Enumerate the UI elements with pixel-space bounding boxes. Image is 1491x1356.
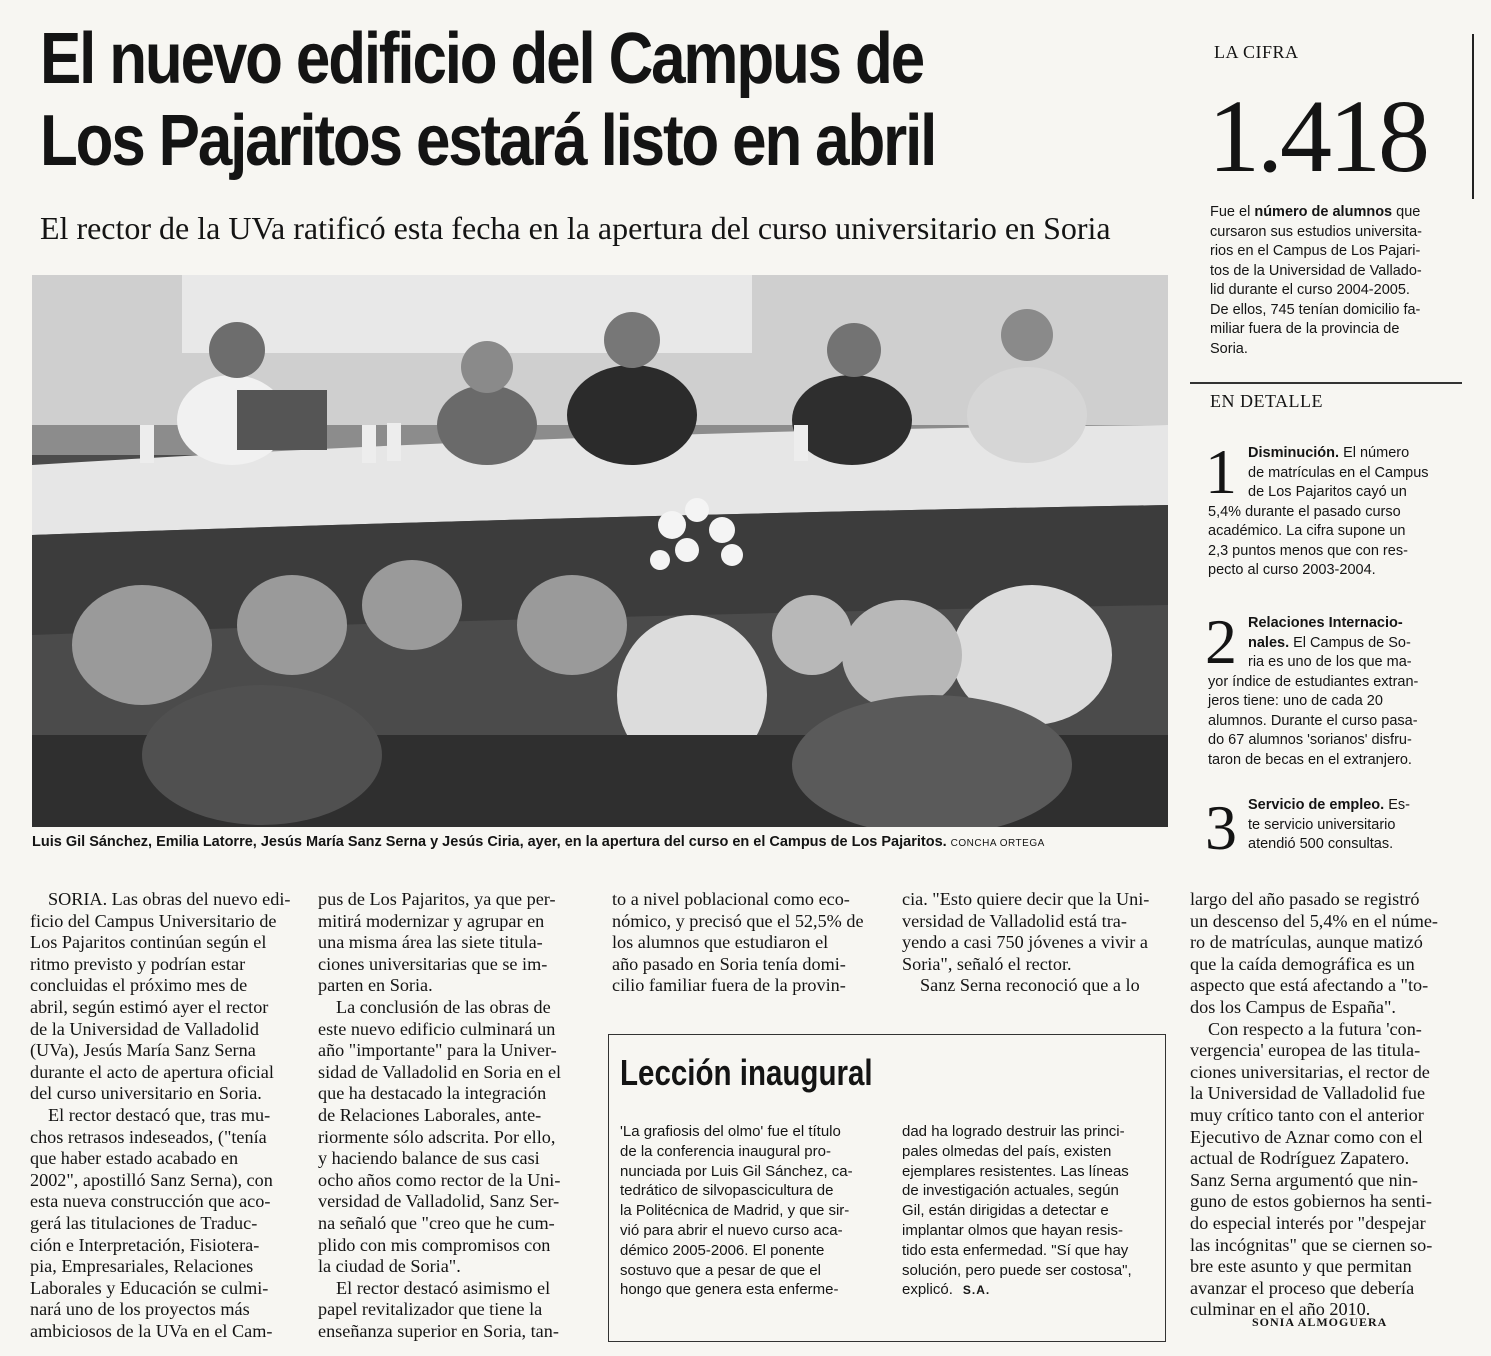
col2-line: na señaló que "creo que he cum- [318, 1212, 555, 1233]
col5-line: culminar en el año 2010. [1190, 1299, 1371, 1320]
box-left-line: 'La grafiosis del olmo' fue el título [620, 1123, 841, 1140]
box-right-line: implantar olmos que hayan resis- [902, 1221, 1123, 1239]
box-title: Lección inaugural [620, 1052, 873, 1093]
col2-line: pus de Los Pajaritos, ya que per- [318, 889, 556, 909]
col2-line: papel revitalizador que tiene la [318, 1299, 543, 1320]
col5-line: ciones universitarias, el rector de [1190, 1061, 1430, 1082]
col2-line: y haciendo balance de sus casi [318, 1148, 540, 1169]
cifra-line: tos de la Universidad de Vallado- [1210, 262, 1422, 279]
detail-line: ria es uno de los que ma- [1248, 654, 1412, 670]
col3-line: cilio familiar fuera de la provin- [612, 975, 846, 996]
box-right-line: de investigación actuales, según [902, 1182, 1119, 1200]
col2-line: versidad de Valladolid, Sanz Ser- [318, 1191, 560, 1212]
col2-line: ciones universitarias que se im- [318, 953, 548, 974]
col1-line: pia, Empresariales, Relaciones [30, 1256, 254, 1277]
headline [40, 18, 1029, 182]
col1-line: esta nueva construcción que aco- [30, 1191, 271, 1212]
article-column-2 [318, 889, 588, 1342]
box-right-line: Gil, están dirigidas a detectar e [902, 1202, 1109, 1220]
col5-line: Con respecto a la futura 'con- [1208, 1018, 1422, 1039]
col5-line: ro de matrículas, aunque matizó [1190, 932, 1423, 953]
col1-line: que haber estado acabado en [30, 1148, 239, 1169]
col2-line: ocho años como rector de la Uni- [318, 1169, 561, 1190]
event-photo-scene [32, 275, 1168, 827]
box-right-line: pales olmedas del país, existen [902, 1142, 1112, 1160]
col5-line: un descenso del 5,4% en el núme- [1190, 910, 1438, 931]
col3-line: nómico, y precisó que el 52,5% de [612, 910, 864, 931]
col5-line: vergencia' europea de las titula- [1190, 1040, 1421, 1061]
article-column-3 [612, 889, 880, 997]
col5-line: Ejecutivo de Aznar como con el [1190, 1126, 1423, 1147]
detail-line: de Los Pajaritos cayó un [1248, 484, 1407, 500]
col2-line: plido con mis compromisos con [318, 1234, 551, 1255]
box-left-line: hongo que genera esta enferme- [620, 1281, 839, 1299]
detail-line: atendió 500 consultas. [1248, 836, 1394, 852]
article-column-4 [902, 889, 1170, 997]
detail-line: académico. La cifra supone un [1208, 523, 1406, 539]
headline-line-1: El nuevo edificio del Campus de [40, 19, 923, 99]
col5-line: guno de estos gobiernos ha senti- [1190, 1191, 1432, 1212]
cifra-line: miliar fuera de la provincia de [1210, 321, 1400, 337]
col2-line: la ciudad de Soria". [318, 1256, 461, 1277]
col5-line: Sanz Serna argumentó que nin- [1190, 1169, 1418, 1190]
box-left-line: nunciada por Luis Gil Sánchez, ca- [620, 1162, 853, 1180]
col5-line: avanzar el proceso que debería [1190, 1277, 1415, 1298]
col5-line: actual de Rodríguez Zapatero. [1190, 1148, 1410, 1169]
box-left-line: la Politécnica de Madrid, y que sir- [620, 1202, 850, 1220]
en-detalle-label: EN DETALLE [1210, 391, 1324, 411]
detail-line: taron de becas en el extranjero. [1208, 751, 1412, 768]
detail-number-3: 3 [1205, 792, 1237, 863]
col1-line: abril, según estimó ayer el rector [30, 996, 269, 1017]
box-right-line: dad ha logrado destruir las princi- [902, 1123, 1125, 1140]
box-right-line: explicó. S.A. [902, 1281, 991, 1299]
col5-line: largo del año pasado se registró [1190, 889, 1420, 909]
box-left-line: démico 2005-2006. El ponente [620, 1241, 825, 1259]
box-signature: S.A. [962, 1283, 991, 1298]
col2-line: La conclusión de las obras de [336, 996, 551, 1017]
cifra-line: De ellos, 745 tenían domicilio fa- [1210, 301, 1421, 318]
box-left-line: vió para abrir el nuevo curso aca- [620, 1221, 843, 1239]
col2-line: de Relaciones Laborales, ante- [318, 1104, 542, 1125]
detail-line: Disminución. El número [1248, 445, 1410, 461]
photo-credit: CONCHA ORTEGA [950, 838, 1045, 849]
col1-line: ficio del Campus Universitario de [30, 910, 277, 931]
detail-line: alumnos. Durante el curso pasa- [1208, 712, 1418, 729]
col2-line: parten en Soria. [318, 975, 433, 996]
headline-line-2: Los Pajaritos estará listo en abril [40, 101, 936, 181]
col1-line: de la Universidad de Valladolid [30, 1018, 259, 1039]
col1-line: El rector destacó que, tras mu- [48, 1104, 271, 1125]
col5-line: do especial interés por "despejar [1190, 1212, 1426, 1233]
detail-line: yor índice de estudiantes extran- [1208, 673, 1419, 690]
col4-line: Soria", señaló el rector. [902, 953, 1072, 974]
col1-line: (UVa), Jesús María Sanz Serna [30, 1040, 256, 1061]
col1-line: Laborales y Educación se culmi- [30, 1277, 269, 1298]
col1-line: SORIA. Las obras del nuevo edi- [48, 889, 291, 909]
subtitle: El rector de la UVa ratificó esta fecha en la apertura del curso universitario en Soria [40, 210, 1111, 246]
article-column-1 [30, 889, 292, 1342]
detail-line: do 67 alumnos 'sorianos' disfru- [1208, 732, 1412, 748]
author-signature: SONIA ALMOGUERA [1252, 1315, 1388, 1329]
col5-line: la Universidad de Valladolid fue [1190, 1083, 1426, 1104]
photo-caption [32, 834, 1172, 850]
box-left-line: de la conferencia inaugural pro- [620, 1142, 831, 1160]
box-left-line: tedrático de silvopascicultura de [620, 1182, 834, 1200]
col2-line: este nuevo edificio culminará un [318, 1018, 556, 1039]
col3-line: año pasado en Soria tenía domi- [612, 953, 846, 974]
caption-text: Luis Gil Sánchez, Emilia Latorre, Jesús María Sanz Serna y Jesús Ciria, ayer, en la apertura del curso en el Campus de Los Pajaritos. [32, 834, 947, 850]
col1-line: chos retrasos indeseados, ("tenía [30, 1126, 267, 1147]
col5-line: que la caída demográfica es un [1190, 953, 1415, 974]
col2-line: año "importante" para la Univer- [318, 1040, 557, 1061]
col5-line: aspecto que está afectando a "to- [1190, 975, 1429, 996]
detail-line: pecto al curso 2003-2004. [1208, 562, 1376, 578]
col4-line: versidad de Valladolid está tra- [902, 910, 1127, 931]
sidebar-border [1472, 34, 1474, 199]
detail-item-3 [1208, 796, 1470, 855]
detail-line: Servicio de empleo. Es- [1248, 797, 1410, 813]
col4-line: Sanz Serna reconoció que a lo [920, 975, 1140, 996]
col1-line: 2002", apostilló Sanz Serna), con [30, 1169, 273, 1190]
detail-line: de matrículas en el Campus [1248, 464, 1429, 481]
col3-line: to a nivel poblacional como eco- [612, 889, 850, 909]
col5-line: bre este asunto y que permitan [1190, 1256, 1412, 1277]
big-number: 1.418 [1208, 79, 1427, 194]
col1-line: nará uno de los proyectos más [30, 1299, 250, 1320]
cifra-line: cursaron sus estudios universita- [1210, 223, 1422, 240]
col1-line: del curso universitario en Soria. [30, 1083, 262, 1104]
cifra-description [1210, 203, 1472, 359]
col1-line: gerá las titulaciones de Traduc- [30, 1212, 258, 1233]
detail-item-1 [1208, 444, 1470, 581]
col1-line: Los Pajaritos continúan según el [30, 932, 267, 953]
detail-line: te servicio universitario [1248, 816, 1396, 833]
box-right-line: tido esta enfermedad. "Sí que hay [902, 1241, 1129, 1259]
col1-line: ambiciosos de la UVa en el Cam- [30, 1320, 273, 1341]
detail-number-1: 1 [1205, 436, 1237, 507]
box-right-line: solución, pero puede ser costosa", [902, 1261, 1132, 1279]
detail-line: jeros tiene: uno de cada 20 [1208, 693, 1383, 709]
detail-item-2 [1208, 614, 1470, 770]
col1-line: concluidas el próximo mes de [30, 975, 248, 996]
col2-line: enseñanza superior en Soria, tan- [318, 1320, 559, 1341]
box-column-left [620, 1122, 882, 1300]
detail-line: 5,4% durante el pasado curso [1208, 503, 1401, 520]
box-column-right [902, 1122, 1164, 1301]
event-photo [32, 275, 1168, 827]
col4-line: yendo a casi 750 jóvenes a vivir a [902, 932, 1148, 953]
cifra-line: lid durante el curso 2004-2005. [1210, 282, 1410, 298]
box-left-line: sostuvo que a pesar de que el [620, 1261, 821, 1279]
cifra-line: Fue el número de alumnos que [1210, 204, 1421, 220]
detail-line: Relaciones Internacio- [1248, 615, 1403, 631]
col2-line: una misma área las siete titula- [318, 932, 543, 953]
col1-line: ción e Interpretación, Fisiotera- [30, 1234, 260, 1255]
sidebar-rule [1190, 382, 1462, 384]
col1-line: durante el acto de apertura oficial [30, 1061, 274, 1082]
cifra-line: Soria. [1210, 340, 1248, 357]
col2-line: sidad de Valladolid en Soria en el [318, 1061, 562, 1082]
article-column-5 [1190, 889, 1462, 1321]
la-cifra-label: LA CIFRA [1214, 42, 1299, 62]
col1-line: ritmo previsto y podrían estar [30, 953, 246, 974]
col2-line: mitirá modernizar y agrupar en [318, 910, 545, 931]
detail-line: 2,3 puntos menos que con res- [1208, 542, 1408, 559]
box-right-line: ejemplares resistentes. Las líneas [902, 1162, 1129, 1180]
cifra-line: rios en el Campus de Los Pajari- [1210, 243, 1421, 259]
col2-line: El rector destacó asimismo el [336, 1277, 551, 1298]
detail-number-2: 2 [1205, 606, 1237, 677]
col5-line: muy crítico tanto con el anterior [1190, 1104, 1424, 1125]
col5-line: dos los Campus de España". [1190, 996, 1396, 1017]
col3-line: los alumnos que estudiaron el [612, 932, 829, 953]
col2-line: que ha destacado la integración [318, 1083, 547, 1104]
detail-line: nales. El Campus de So- [1248, 634, 1411, 651]
col4-line: cia. "Esto quiere decir que la Uni- [902, 889, 1150, 909]
col5-line: las incógnitas" que se ciernen so- [1190, 1234, 1433, 1255]
col2-line: riormente sólo adscrita. Por ello, [318, 1126, 556, 1147]
